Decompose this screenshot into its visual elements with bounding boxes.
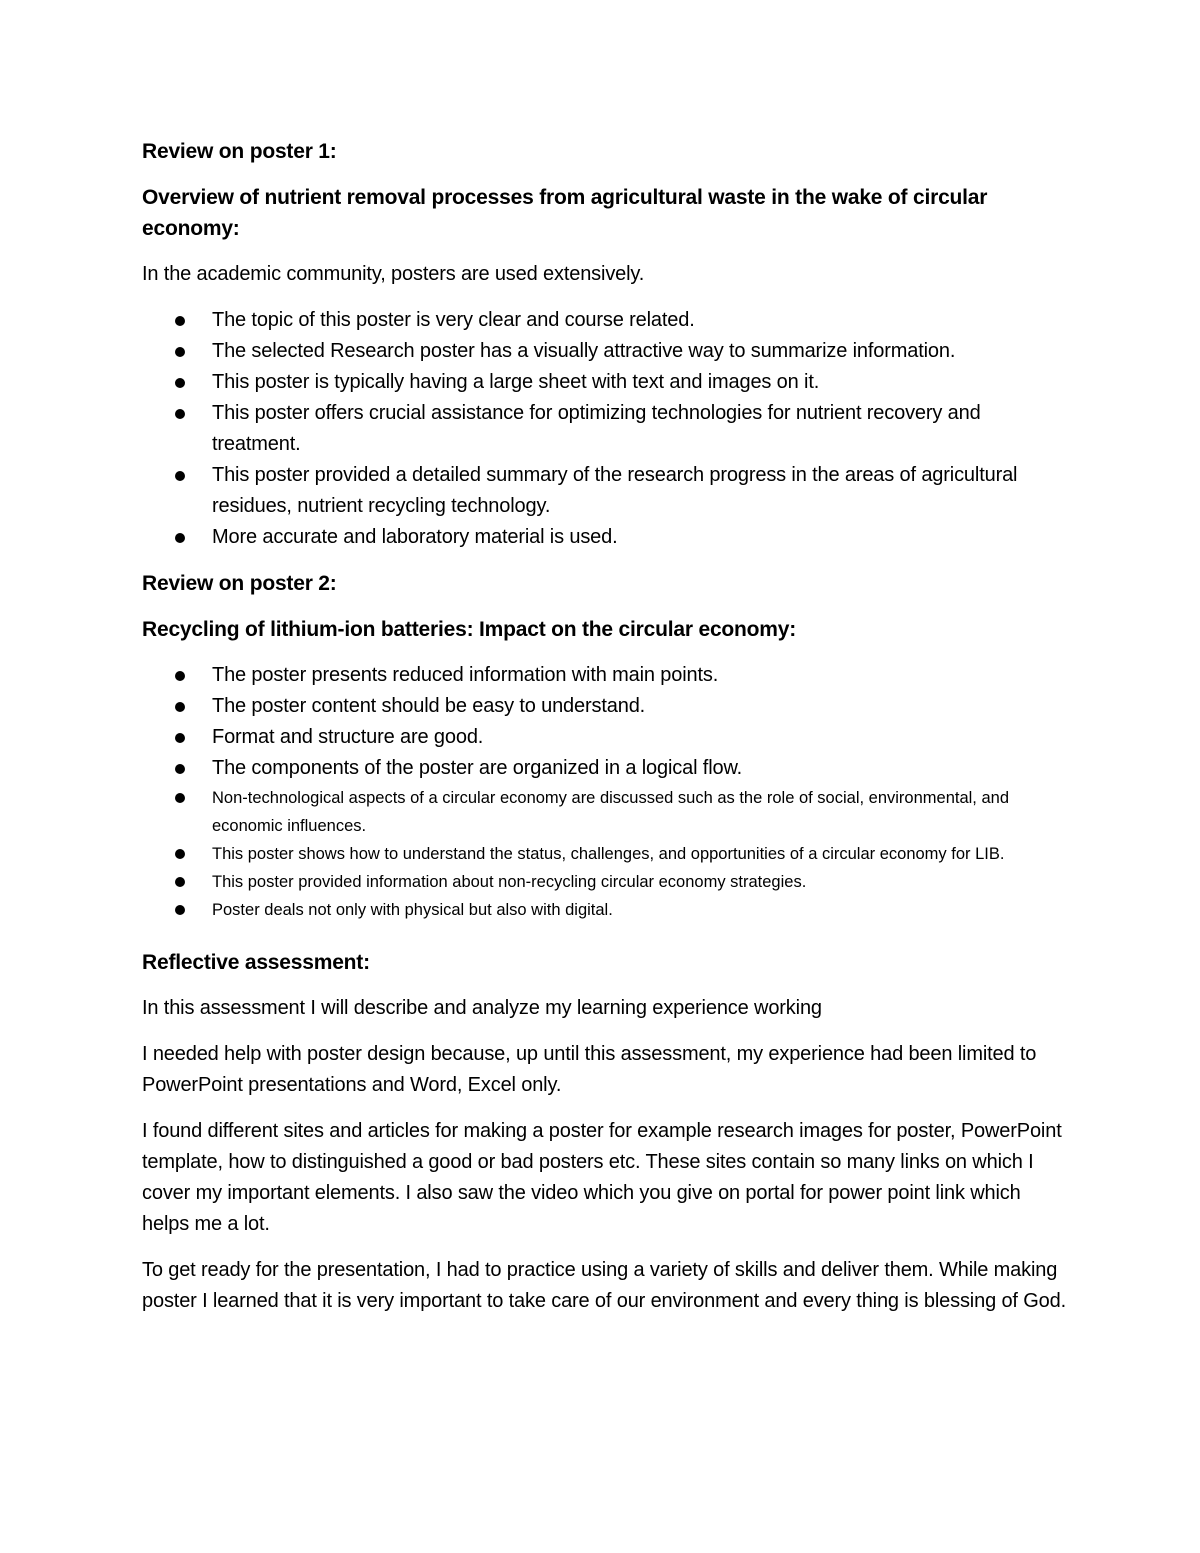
bullet-icon bbox=[175, 471, 185, 481]
list-item bbox=[142, 840, 1072, 868]
poster2-topic-heading: Recycling of lithium-ion batteries: Impact on the circular economy: bbox=[142, 618, 797, 641]
list-item-text: The selected Research poster has a visually attractive way to summarize information. bbox=[212, 340, 956, 362]
bullet-icon bbox=[175, 793, 185, 803]
list-item-text: The poster presents reduced information with main points. bbox=[212, 664, 719, 686]
poster2-review-title: Review on poster 2: bbox=[142, 572, 337, 595]
list-item bbox=[142, 522, 1072, 553]
list-item-text: Poster deals not only with physical but also with digital. bbox=[212, 901, 613, 919]
list-item bbox=[142, 336, 1072, 367]
bullet-icon bbox=[175, 533, 185, 543]
poster1-topic-heading: Overview of nutrient removal processes from agricultural waste in the wake of circular economy: bbox=[142, 186, 988, 240]
bullet-icon bbox=[175, 764, 185, 774]
list-item-text: This poster offers crucial assistance for optimizing technologies for nutrient recovery and treatment. bbox=[212, 402, 981, 455]
reflective-assessment-title: Reflective assessment: bbox=[142, 951, 370, 974]
reflective-paragraph: To get ready for the presentation, I had to practice using a variety of skills and deliver them. While making poster I learned that it is very important to take care of our environment and every thing is blessing of God. bbox=[142, 1259, 1066, 1312]
list-item-text: The topic of this poster is very clear and course related. bbox=[212, 309, 695, 331]
bullet-icon bbox=[175, 316, 185, 326]
list-item bbox=[142, 753, 1072, 784]
list-item-text: The poster content should be easy to understand. bbox=[212, 695, 646, 717]
list-item bbox=[142, 398, 1072, 460]
list-item-text: This poster provided a detailed summary of the research progress in the areas of agricultural residues, nutrient recycling technology. bbox=[212, 464, 1018, 517]
bullet-icon bbox=[175, 849, 185, 859]
bullet-icon bbox=[175, 877, 185, 887]
list-item bbox=[142, 460, 1072, 522]
list-item-text: Format and structure are good. bbox=[212, 726, 484, 748]
bullet-icon bbox=[175, 905, 185, 915]
bullet-icon bbox=[175, 409, 185, 419]
list-item bbox=[142, 784, 1072, 840]
bullet-icon bbox=[175, 733, 185, 743]
spacer bbox=[142, 939, 1072, 947]
list-item bbox=[142, 896, 1072, 924]
list-item bbox=[142, 868, 1072, 896]
list-item-text: More accurate and laboratory material is used. bbox=[212, 526, 618, 548]
list-item-text: This poster shows how to understand the status, challenges, and opportunities of a circular economy for LIB. bbox=[212, 845, 1005, 863]
list-item-text: This poster is typically having a large sheet with text and images on it. bbox=[212, 371, 820, 393]
reflective-paragraph: I found different sites and articles for making a poster for example research images for poster, PowerPoint template, how to distinguished a good or bad posters etc. These sites contain so many links on which I cover my important elements. I also saw the video which you give on portal for power point link which helps me a lot. bbox=[142, 1120, 1062, 1235]
poster1-intro: In the academic community, posters are used extensively. bbox=[142, 263, 645, 285]
bullet-icon bbox=[175, 378, 185, 388]
bullet-icon bbox=[175, 671, 185, 681]
reflective-paragraph: I needed help with poster design because, up until this assessment, my experience had been limited to PowerPoint presentations and Word, Excel only. bbox=[142, 1043, 1037, 1096]
list-item-text: This poster provided information about non-recycling circular economy strategies. bbox=[212, 873, 807, 891]
list-item bbox=[142, 660, 1072, 691]
poster2-small-bullet-list bbox=[142, 784, 1072, 924]
list-item bbox=[142, 722, 1072, 753]
bullet-icon bbox=[175, 702, 185, 712]
list-item bbox=[142, 305, 1072, 336]
document-page bbox=[142, 136, 1072, 1332]
list-item bbox=[142, 367, 1072, 398]
poster1-bullet-list bbox=[142, 305, 1072, 553]
poster1-review-title: Review on poster 1: bbox=[142, 140, 337, 163]
poster2-bullet-list bbox=[142, 660, 1072, 784]
bullet-icon bbox=[175, 347, 185, 357]
list-item-text: The components of the poster are organized in a logical flow. bbox=[212, 757, 743, 779]
list-item-text: Non-technological aspects of a circular economy are discussed such as the role of social, environmental, and economic influences. bbox=[212, 789, 1010, 835]
list-item bbox=[142, 691, 1072, 722]
reflective-paragraph: In this assessment I will describe and analyze my learning experience working bbox=[142, 997, 822, 1019]
